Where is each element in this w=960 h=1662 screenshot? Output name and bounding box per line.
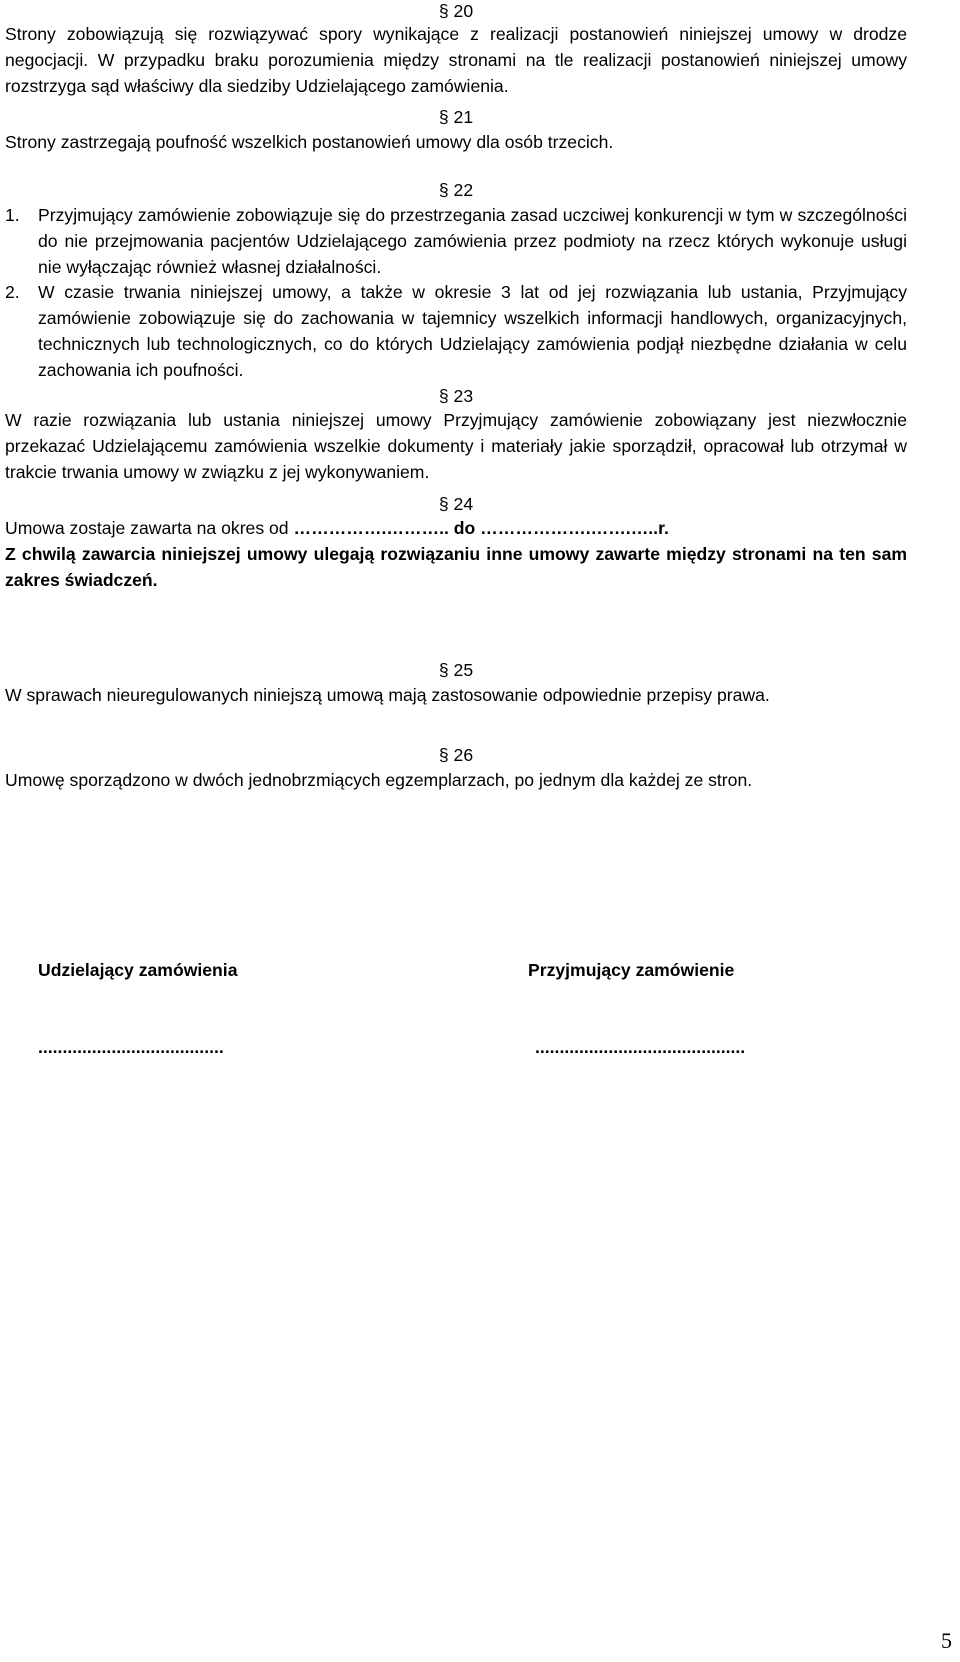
section-symbol: § [438,180,449,200]
list-item [5,203,907,280]
paragraph-20: Strony zobowiązują się rozwiązywać spory wynikające z realizacji postanowień niniejszej umowy w drodze negocjacji. W przypadku braku porozumienia między stronami na tle realizacji postanowień niniejszej umowy rozstrzyga sąd właściwy dla siedziby Udzielającego zamówienia. [5,24,907,96]
signature-label-right: Przyjmujący zamówienie [528,960,735,980]
list-item-text: W czasie trwania niniejszej umowy, a także w okresie 3 lat od jej rozwiązania lub ustania, Przyjmujący zamówienie zobowiązuje się do zachowania w tajemnicy wszelkich informacji handlowych, organizacyjnych, technicznych lub technologicznych, co do których Udzielający zamówienia podjął niezbędne działania w celu zachowania ich poufności. [38,282,907,380]
section-number: 24 [453,494,474,514]
section-heading-25 [5,657,907,683]
section-heading-20 [5,0,907,24]
term-dates-placeholder: …………….……….. do ……………….…….…..r. [293,518,669,538]
paragraph-24-termination: Z chwilą zawarcia niniejszej umowy ulegają rozwiązaniu inne umowy zawarte między stronami na ten sam zakres świadczeń. [5,544,907,590]
paragraph-21: Strony zastrzegają poufność wszelkich postanowień umowy dla osób trzecich. [5,132,614,152]
term-label: Umowa zostaje zawarta na okres od [5,518,294,538]
section-symbol: § [438,107,449,127]
section-number: 22 [453,180,474,200]
signature-line-left: ...................................... [38,1037,224,1057]
list-item-number: 1. [5,205,20,225]
section-symbol: § [438,660,449,680]
paragraph-25: W sprawach nieuregulowanych niniejszą umową mają zastosowanie odpowiednie przepisy prawa. [5,685,770,705]
section-symbol: § [438,1,449,21]
section-symbol: § [438,745,449,765]
section-heading-24 [5,491,907,517]
section-22-list [5,203,907,384]
page-number: 5 [941,1628,952,1653]
signature-line-right: ........................................... [535,1037,746,1057]
section-symbol: § [438,386,449,406]
list-item-number: 2. [5,282,20,303]
section-symbol: § [438,494,449,514]
section-heading-22 [5,177,907,203]
paragraph-24-term [5,516,907,542]
section-heading-21 [5,104,907,130]
list-item-text: Przyjmujący zamówienie zobowiązuje się do przestrzegania zasad uczciwej konkurencji w tym w szczególności do nie przejmowania pacjentów Udzielającego zamówienia przez podmioty na rzecz których wykonuje usługi nie wyłączając również własnej działalności. [38,205,907,277]
section-number: 25 [453,660,474,680]
section-number: 26 [453,745,474,765]
paragraph-23: W razie rozwiązania lub ustania niniejszej umowy Przyjmujący zamówienie zobowiązany jest niezwłocznie przekazać Udzielającemu zamówienia wszelkie dokumenty i materiały jakie sporządził, opracował lub otrzymał w trakcie trwania umowy w związku z jej wykonywaniem. [5,410,907,482]
section-number: 20 [453,1,474,21]
section-heading-26 [5,742,907,768]
signature-label-left: Udzielający zamówienia [38,960,238,980]
section-heading-23 [5,383,907,409]
section-number: 23 [453,386,474,406]
section-number: 21 [453,107,474,127]
paragraph-26: Umowę sporządzono w dwóch jednobrzmiących egzemplarzach, po jednym dla każdej ze stron. [5,770,753,790]
list-item [5,280,907,383]
